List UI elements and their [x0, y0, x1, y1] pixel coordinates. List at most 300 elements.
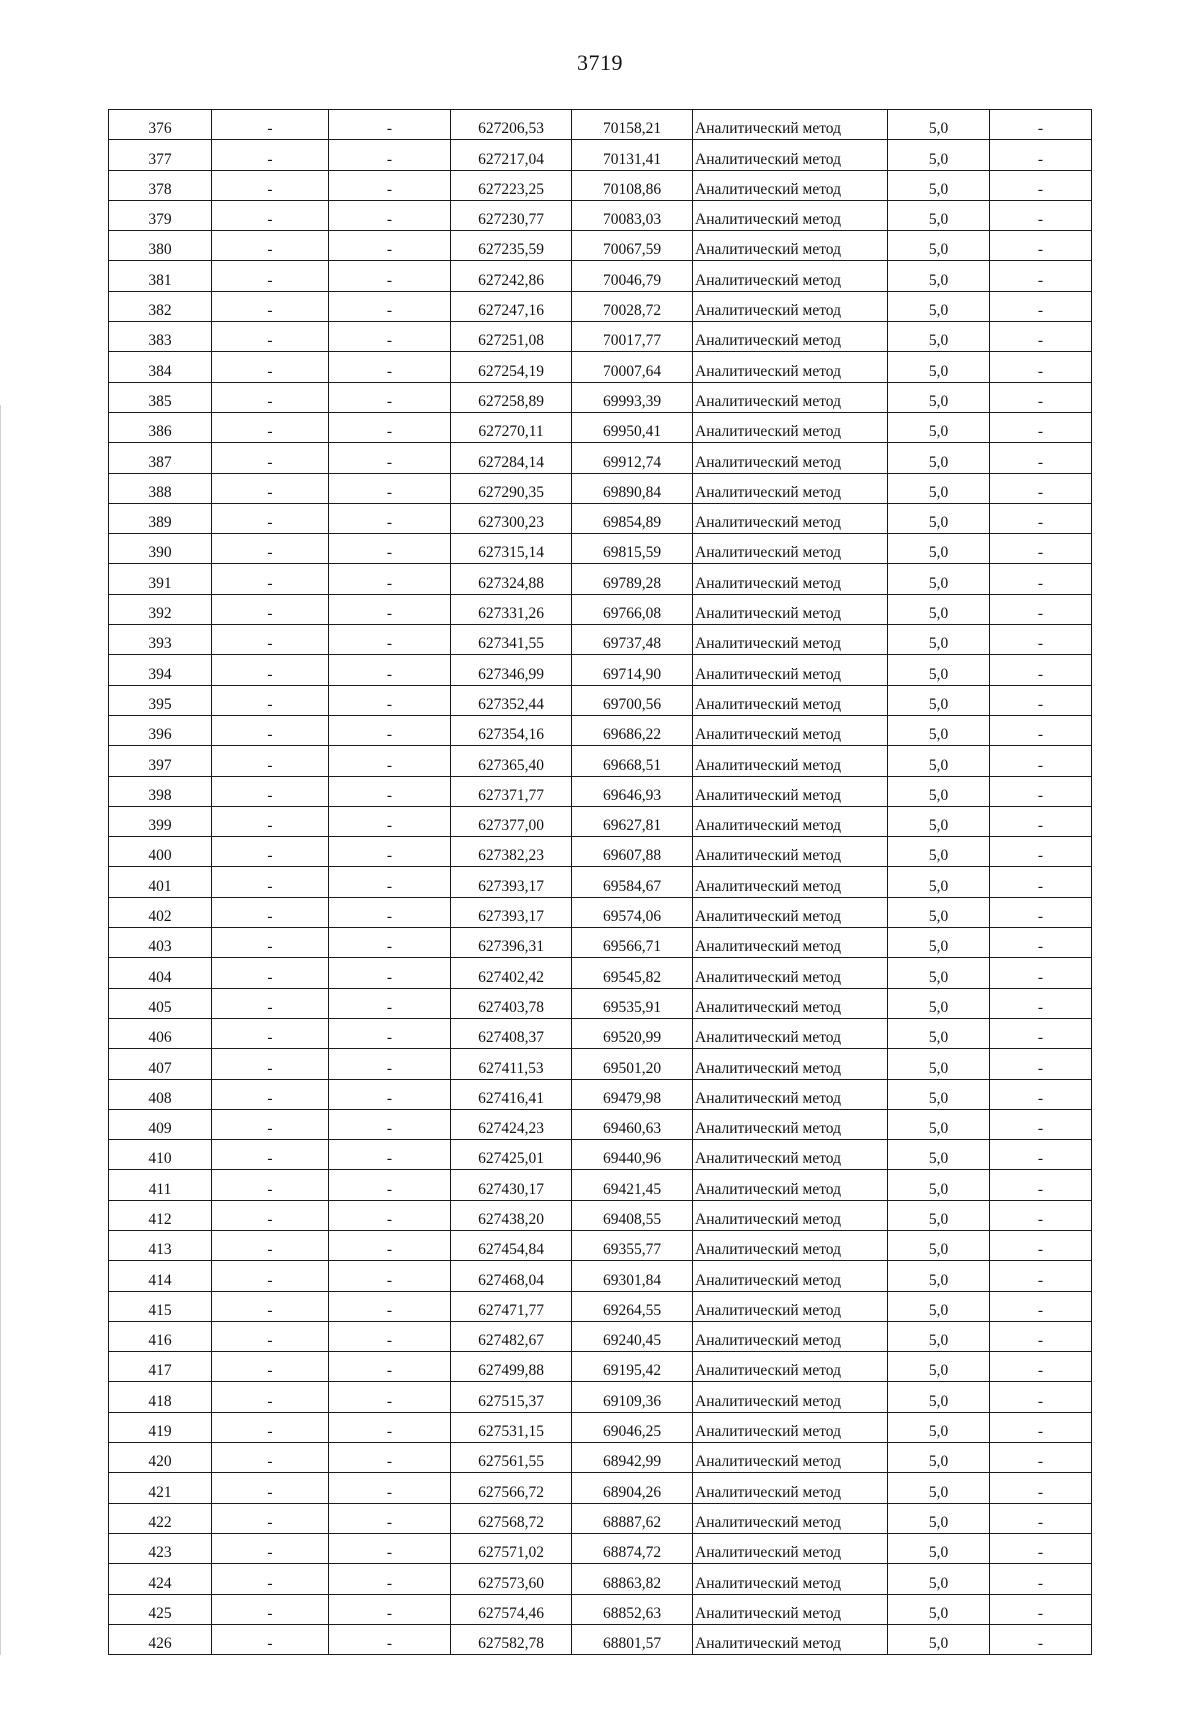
table-row [109, 1564, 1092, 1594]
dash-cell-3: - [990, 443, 1092, 473]
x-coordinate-cell: 627284,14 [451, 443, 572, 473]
dash-cell-2: - [329, 1261, 451, 1291]
accuracy-cell: 5,0 [888, 1352, 990, 1382]
method-cell: Аналитический метод [693, 412, 888, 442]
method-cell: Аналитический метод [693, 564, 888, 594]
dash-cell-2: - [329, 1473, 451, 1503]
page-number: 3719 [577, 50, 623, 75]
accuracy-cell: 5,0 [888, 1018, 990, 1048]
dash-cell-3: - [990, 1382, 1092, 1412]
point-number-cell: 410 [109, 1140, 212, 1170]
x-coordinate-cell: 627223,25 [451, 170, 572, 200]
point-number-cell: 404 [109, 958, 212, 988]
dash-cell-3: - [990, 837, 1092, 867]
dash-cell-2: - [329, 837, 451, 867]
table-row [109, 110, 1092, 140]
dash-cell-1: - [212, 322, 329, 352]
point-number-cell: 382 [109, 291, 212, 321]
x-coordinate-cell: 627324,88 [451, 564, 572, 594]
x-coordinate-cell: 627499,88 [451, 1352, 572, 1382]
dash-cell-2: - [329, 1352, 451, 1382]
y-coordinate-cell: 70046,79 [572, 261, 693, 291]
dash-cell-1: - [212, 594, 329, 624]
dash-cell-1: - [212, 928, 329, 958]
table-row [109, 928, 1092, 958]
accuracy-cell: 5,0 [888, 806, 990, 836]
table-row [109, 594, 1092, 624]
accuracy-cell: 5,0 [888, 1503, 990, 1533]
method-cell: Аналитический метод [693, 170, 888, 200]
accuracy-cell: 5,0 [888, 715, 990, 745]
method-cell: Аналитический метод [693, 746, 888, 776]
point-number-cell: 414 [109, 1261, 212, 1291]
method-cell: Аналитический метод [693, 928, 888, 958]
method-cell: Аналитический метод [693, 1412, 888, 1442]
x-coordinate-cell: 627515,37 [451, 1382, 572, 1412]
method-cell: Аналитический метод [693, 382, 888, 412]
accuracy-cell: 5,0 [888, 867, 990, 897]
x-coordinate-cell: 627235,59 [451, 231, 572, 261]
y-coordinate-cell: 69501,20 [572, 1049, 693, 1079]
y-coordinate-cell: 69627,81 [572, 806, 693, 836]
table-row [109, 1473, 1092, 1503]
method-cell: Аналитический метод [693, 1473, 888, 1503]
dash-cell-2: - [329, 655, 451, 685]
table-row [109, 958, 1092, 988]
point-number-cell: 395 [109, 685, 212, 715]
method-cell: Аналитический метод [693, 1170, 888, 1200]
method-cell: Аналитический метод [693, 503, 888, 533]
dash-cell-1: - [212, 1564, 329, 1594]
method-cell: Аналитический метод [693, 685, 888, 715]
y-coordinate-cell: 69574,06 [572, 897, 693, 927]
accuracy-cell: 5,0 [888, 1140, 990, 1170]
method-cell: Аналитический метод [693, 806, 888, 836]
point-number-cell: 402 [109, 897, 212, 927]
accuracy-cell: 5,0 [888, 291, 990, 321]
table-row [109, 1109, 1092, 1139]
dash-cell-2: - [329, 1443, 451, 1473]
y-coordinate-cell: 69646,93 [572, 776, 693, 806]
point-number-cell: 394 [109, 655, 212, 685]
point-number-cell: 406 [109, 1018, 212, 1048]
dash-cell-2: - [329, 715, 451, 745]
x-coordinate-cell: 627365,40 [451, 746, 572, 776]
x-coordinate-cell: 627217,04 [451, 140, 572, 170]
accuracy-cell: 5,0 [888, 1624, 990, 1654]
dash-cell-2: - [329, 1412, 451, 1442]
method-cell: Аналитический метод [693, 1261, 888, 1291]
dash-cell-2: - [329, 200, 451, 230]
method-cell: Аналитический метод [693, 958, 888, 988]
dash-cell-3: - [990, 1049, 1092, 1079]
dash-cell-3: - [990, 1230, 1092, 1260]
y-coordinate-cell: 69714,90 [572, 655, 693, 685]
dash-cell-3: - [990, 534, 1092, 564]
dash-cell-1: - [212, 1352, 329, 1382]
y-coordinate-cell: 70158,21 [572, 110, 693, 140]
y-coordinate-cell: 70108,86 [572, 170, 693, 200]
x-coordinate-cell: 627382,23 [451, 837, 572, 867]
x-coordinate-cell: 627315,14 [451, 534, 572, 564]
table-row [109, 746, 1092, 776]
accuracy-cell: 5,0 [888, 1533, 990, 1563]
point-number-cell: 411 [109, 1170, 212, 1200]
dash-cell-2: - [329, 958, 451, 988]
y-coordinate-cell: 69686,22 [572, 715, 693, 745]
accuracy-cell: 5,0 [888, 1382, 990, 1412]
table-body [109, 110, 1092, 1655]
y-coordinate-cell: 69109,36 [572, 1382, 693, 1412]
dash-cell-1: - [212, 291, 329, 321]
point-number-cell: 380 [109, 231, 212, 261]
x-coordinate-cell: 627371,77 [451, 776, 572, 806]
dash-cell-3: - [990, 261, 1092, 291]
accuracy-cell: 5,0 [888, 776, 990, 806]
dash-cell-3: - [990, 231, 1092, 261]
method-cell: Аналитический метод [693, 231, 888, 261]
dash-cell-1: - [212, 1230, 329, 1260]
x-coordinate-cell: 627270,11 [451, 412, 572, 442]
point-number-cell: 400 [109, 837, 212, 867]
y-coordinate-cell: 68852,63 [572, 1594, 693, 1624]
dash-cell-1: - [212, 1018, 329, 1048]
point-number-cell: 399 [109, 806, 212, 836]
point-number-cell: 418 [109, 1382, 212, 1412]
point-number-cell: 377 [109, 140, 212, 170]
method-cell: Аналитический метод [693, 988, 888, 1018]
dash-cell-2: - [329, 231, 451, 261]
dash-cell-2: - [329, 1230, 451, 1260]
x-coordinate-cell: 627290,35 [451, 473, 572, 503]
point-number-cell: 398 [109, 776, 212, 806]
dash-cell-3: - [990, 1321, 1092, 1351]
method-cell: Аналитический метод [693, 776, 888, 806]
method-cell: Аналитический метод [693, 1140, 888, 1170]
table-row [109, 1230, 1092, 1260]
y-coordinate-cell: 70067,59 [572, 231, 693, 261]
dash-cell-2: - [329, 928, 451, 958]
table-row [109, 715, 1092, 745]
point-number-cell: 388 [109, 473, 212, 503]
dash-cell-1: - [212, 1049, 329, 1079]
x-coordinate-cell: 627258,89 [451, 382, 572, 412]
point-number-cell: 383 [109, 322, 212, 352]
x-coordinate-cell: 627341,55 [451, 625, 572, 655]
dash-cell-3: - [990, 1170, 1092, 1200]
accuracy-cell: 5,0 [888, 1109, 990, 1139]
dash-cell-1: - [212, 564, 329, 594]
accuracy-cell: 5,0 [888, 685, 990, 715]
table-row [109, 291, 1092, 321]
dash-cell-3: - [990, 382, 1092, 412]
point-number-cell: 403 [109, 928, 212, 958]
point-number-cell: 424 [109, 1564, 212, 1594]
point-number-cell: 392 [109, 594, 212, 624]
table-row [109, 1079, 1092, 1109]
dash-cell-3: - [990, 1473, 1092, 1503]
accuracy-cell: 5,0 [888, 200, 990, 230]
table-row [109, 140, 1092, 170]
table-row [109, 1443, 1092, 1473]
method-cell: Аналитический метод [693, 110, 888, 140]
dash-cell-1: - [212, 231, 329, 261]
x-coordinate-cell: 627403,78 [451, 988, 572, 1018]
dash-cell-1: - [212, 140, 329, 170]
table-row [109, 473, 1092, 503]
y-coordinate-cell: 69479,98 [572, 1079, 693, 1109]
point-number-cell: 420 [109, 1443, 212, 1473]
accuracy-cell: 5,0 [888, 534, 990, 564]
accuracy-cell: 5,0 [888, 170, 990, 200]
table-row [109, 776, 1092, 806]
table-row [109, 685, 1092, 715]
accuracy-cell: 5,0 [888, 503, 990, 533]
x-coordinate-cell: 627568,72 [451, 1503, 572, 1533]
accuracy-cell: 5,0 [888, 110, 990, 140]
x-coordinate-cell: 627471,77 [451, 1291, 572, 1321]
table-row [109, 1261, 1092, 1291]
x-coordinate-cell: 627411,53 [451, 1049, 572, 1079]
dash-cell-1: - [212, 1624, 329, 1654]
dash-cell-3: - [990, 1503, 1092, 1533]
dash-cell-3: - [990, 1261, 1092, 1291]
x-coordinate-cell: 627582,78 [451, 1624, 572, 1654]
y-coordinate-cell: 69195,42 [572, 1352, 693, 1382]
x-coordinate-cell: 627396,31 [451, 928, 572, 958]
dash-cell-1: - [212, 685, 329, 715]
table-row [109, 837, 1092, 867]
dash-cell-1: - [212, 806, 329, 836]
method-cell: Аналитический метод [693, 1564, 888, 1594]
dash-cell-1: - [212, 837, 329, 867]
table-row [109, 1049, 1092, 1079]
x-coordinate-cell: 627354,16 [451, 715, 572, 745]
point-number-cell: 417 [109, 1352, 212, 1382]
dash-cell-3: - [990, 503, 1092, 533]
dash-cell-2: - [329, 564, 451, 594]
y-coordinate-cell: 69566,71 [572, 928, 693, 958]
method-cell: Аналитический метод [693, 1049, 888, 1079]
accuracy-cell: 5,0 [888, 352, 990, 382]
table-row [109, 1291, 1092, 1321]
dash-cell-1: - [212, 534, 329, 564]
point-number-cell: 393 [109, 625, 212, 655]
accuracy-cell: 5,0 [888, 443, 990, 473]
y-coordinate-cell: 69815,59 [572, 534, 693, 564]
scan-edge-line [0, 405, 1, 1655]
dash-cell-3: - [990, 867, 1092, 897]
dash-cell-2: - [329, 1503, 451, 1533]
accuracy-cell: 5,0 [888, 1230, 990, 1260]
dash-cell-2: - [329, 1109, 451, 1139]
dash-cell-1: - [212, 1109, 329, 1139]
dash-cell-1: - [212, 1291, 329, 1321]
table-row [109, 1533, 1092, 1563]
point-number-cell: 397 [109, 746, 212, 776]
dash-cell-2: - [329, 170, 451, 200]
y-coordinate-cell: 69535,91 [572, 988, 693, 1018]
table-row [109, 564, 1092, 594]
accuracy-cell: 5,0 [888, 322, 990, 352]
dash-cell-2: - [329, 1321, 451, 1351]
table-row [109, 1018, 1092, 1048]
method-cell: Аналитический метод [693, 1382, 888, 1412]
dash-cell-3: - [990, 1291, 1092, 1321]
dash-cell-1: - [212, 867, 329, 897]
dash-cell-3: - [990, 170, 1092, 200]
y-coordinate-cell: 69584,67 [572, 867, 693, 897]
accuracy-cell: 5,0 [888, 1443, 990, 1473]
table-row [109, 1412, 1092, 1442]
method-cell: Аналитический метод [693, 897, 888, 927]
x-coordinate-cell: 627206,53 [451, 110, 572, 140]
method-cell: Аналитический метод [693, 534, 888, 564]
dash-cell-3: - [990, 1079, 1092, 1109]
accuracy-cell: 5,0 [888, 1291, 990, 1321]
dash-cell-3: - [990, 897, 1092, 927]
dash-cell-3: - [990, 806, 1092, 836]
dash-cell-1: - [212, 503, 329, 533]
y-coordinate-cell: 69240,45 [572, 1321, 693, 1351]
accuracy-cell: 5,0 [888, 655, 990, 685]
dash-cell-3: - [990, 715, 1092, 745]
accuracy-cell: 5,0 [888, 958, 990, 988]
y-coordinate-cell: 69766,08 [572, 594, 693, 624]
point-number-cell: 378 [109, 170, 212, 200]
x-coordinate-cell: 627416,41 [451, 1079, 572, 1109]
dash-cell-1: - [212, 1594, 329, 1624]
method-cell: Аналитический метод [693, 1503, 888, 1533]
point-number-cell: 413 [109, 1230, 212, 1260]
dash-cell-2: - [329, 746, 451, 776]
accuracy-cell: 5,0 [888, 1564, 990, 1594]
y-coordinate-cell: 69408,55 [572, 1200, 693, 1230]
dash-cell-2: - [329, 322, 451, 352]
accuracy-cell: 5,0 [888, 1594, 990, 1624]
dash-cell-3: - [990, 1352, 1092, 1382]
point-number-cell: 391 [109, 564, 212, 594]
accuracy-cell: 5,0 [888, 261, 990, 291]
y-coordinate-cell: 69301,84 [572, 1261, 693, 1291]
dash-cell-2: - [329, 1594, 451, 1624]
dash-cell-3: - [990, 1624, 1092, 1654]
method-cell: Аналитический метод [693, 1443, 888, 1473]
dash-cell-3: - [990, 958, 1092, 988]
accuracy-cell: 5,0 [888, 140, 990, 170]
x-coordinate-cell: 627424,23 [451, 1109, 572, 1139]
table-row [109, 200, 1092, 230]
dash-cell-1: - [212, 958, 329, 988]
method-cell: Аналитический метод [693, 594, 888, 624]
y-coordinate-cell: 68874,72 [572, 1533, 693, 1563]
dash-cell-2: - [329, 1170, 451, 1200]
table-row [109, 1624, 1092, 1654]
table-row [109, 806, 1092, 836]
dash-cell-3: - [990, 110, 1092, 140]
table-row [109, 443, 1092, 473]
point-number-cell: 407 [109, 1049, 212, 1079]
method-cell: Аналитический метод [693, 1018, 888, 1048]
method-cell: Аналитический метод [693, 1352, 888, 1382]
x-coordinate-cell: 627247,16 [451, 291, 572, 321]
dash-cell-2: - [329, 534, 451, 564]
table-row [109, 1140, 1092, 1170]
point-number-cell: 386 [109, 412, 212, 442]
point-number-cell: 405 [109, 988, 212, 1018]
dash-cell-3: - [990, 140, 1092, 170]
accuracy-cell: 5,0 [888, 1049, 990, 1079]
method-cell: Аналитический метод [693, 1230, 888, 1260]
dash-cell-2: - [329, 140, 451, 170]
point-number-cell: 401 [109, 867, 212, 897]
dash-cell-2: - [329, 503, 451, 533]
method-cell: Аналитический метод [693, 1624, 888, 1654]
dash-cell-3: - [990, 412, 1092, 442]
table-row [109, 1321, 1092, 1351]
dash-cell-2: - [329, 1079, 451, 1109]
accuracy-cell: 5,0 [888, 837, 990, 867]
dash-cell-1: - [212, 1382, 329, 1412]
dash-cell-2: - [329, 988, 451, 1018]
table-row [109, 322, 1092, 352]
x-coordinate-cell: 627230,77 [451, 200, 572, 230]
accuracy-cell: 5,0 [888, 746, 990, 776]
accuracy-cell: 5,0 [888, 1079, 990, 1109]
method-cell: Аналитический метод [693, 1291, 888, 1321]
y-coordinate-cell: 69421,45 [572, 1170, 693, 1200]
dash-cell-3: - [990, 1443, 1092, 1473]
dash-cell-3: - [990, 1200, 1092, 1230]
y-coordinate-cell: 70017,77 [572, 322, 693, 352]
accuracy-cell: 5,0 [888, 1473, 990, 1503]
point-number-cell: 412 [109, 1200, 212, 1230]
dash-cell-1: - [212, 382, 329, 412]
dash-cell-3: - [990, 1412, 1092, 1442]
accuracy-cell: 5,0 [888, 1261, 990, 1291]
x-coordinate-cell: 627402,42 [451, 958, 572, 988]
x-coordinate-cell: 627352,44 [451, 685, 572, 715]
dash-cell-1: - [212, 412, 329, 442]
x-coordinate-cell: 627566,72 [451, 1473, 572, 1503]
y-coordinate-cell: 68904,26 [572, 1473, 693, 1503]
dash-cell-2: - [329, 1624, 451, 1654]
dash-cell-1: - [212, 1412, 329, 1442]
coordinates-table [108, 109, 1092, 1655]
y-coordinate-cell: 70028,72 [572, 291, 693, 321]
dash-cell-3: - [990, 776, 1092, 806]
dash-cell-2: - [329, 1140, 451, 1170]
accuracy-cell: 5,0 [888, 473, 990, 503]
dash-cell-1: - [212, 110, 329, 140]
dash-cell-1: - [212, 1503, 329, 1533]
table-row [109, 1594, 1092, 1624]
dash-cell-3: - [990, 1594, 1092, 1624]
y-coordinate-cell: 69993,39 [572, 382, 693, 412]
y-coordinate-cell: 69912,74 [572, 443, 693, 473]
dash-cell-2: - [329, 291, 451, 321]
x-coordinate-cell: 627574,46 [451, 1594, 572, 1624]
x-coordinate-cell: 627300,23 [451, 503, 572, 533]
point-number-cell: 409 [109, 1109, 212, 1139]
method-cell: Аналитический метод [693, 1200, 888, 1230]
accuracy-cell: 5,0 [888, 1412, 990, 1442]
table-row [109, 988, 1092, 1018]
dash-cell-3: - [990, 655, 1092, 685]
point-number-cell: 376 [109, 110, 212, 140]
dash-cell-1: - [212, 715, 329, 745]
dash-cell-3: - [990, 625, 1092, 655]
